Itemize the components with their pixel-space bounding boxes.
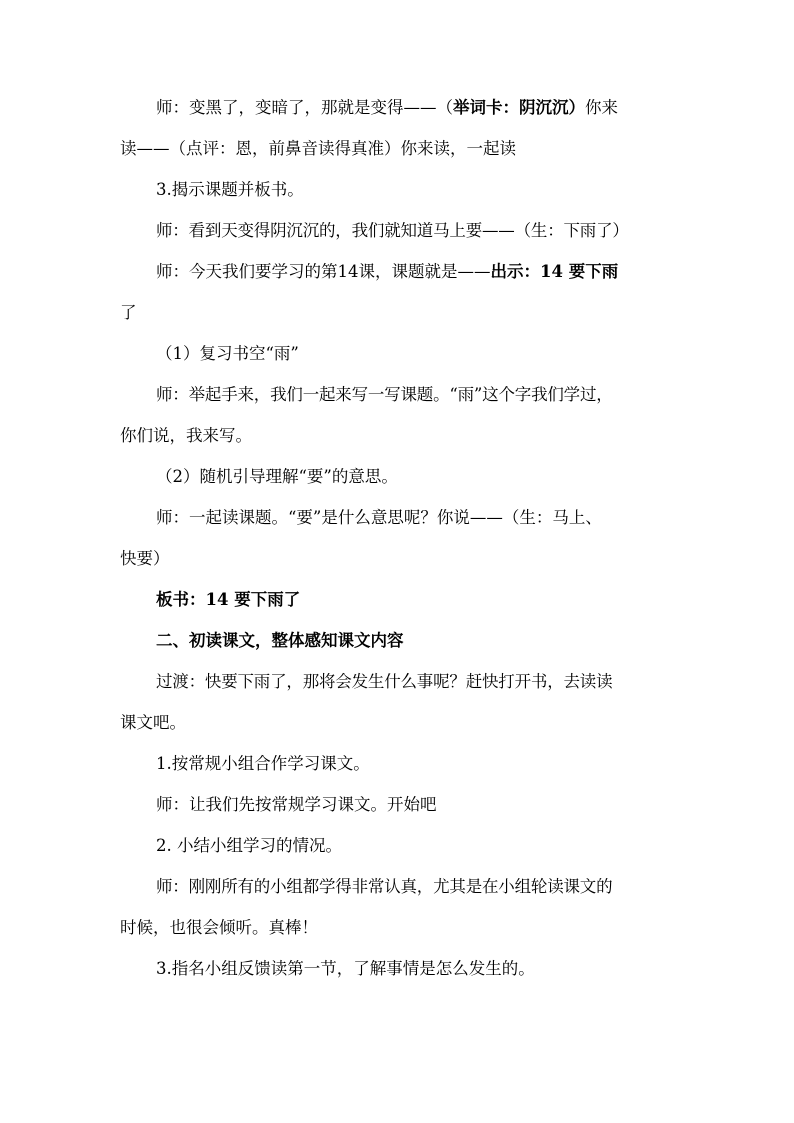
- paragraph-1-part-a: 师：变黑了，变暗了，那就是变得——（: [156, 98, 453, 117]
- paragraph-11: 师：一起读课题。“要”是什么意思呢？你说——（生：马上、: [156, 508, 602, 527]
- paragraph-16: 课文吧。: [120, 713, 186, 732]
- paragraph-9: 你们说，我来写。: [120, 426, 252, 445]
- paragraph-12: 快要）: [120, 549, 170, 568]
- paragraph-7: （1）复习书空“雨”: [156, 344, 299, 363]
- paragraph-1-bold: 举词卡：阴沉沉）: [453, 98, 585, 117]
- paragraph-22: 3.指名小组反馈读第一节，了解事情是怎么发生的。: [156, 959, 535, 978]
- document-page: [120, 98, 680, 1000]
- paragraph-20: 师：刚刚所有的小组都学得非常认真，尤其是在小组轮读课文的: [156, 877, 613, 896]
- paragraph-3: 3.揭示课题并板书。: [156, 180, 304, 199]
- paragraph-18: 师：让我们先按常规学习课文。开始吧: [156, 795, 437, 814]
- paragraph-6: 了: [120, 303, 137, 322]
- paragraph-19: 2. 小结小组学习的情况。: [156, 836, 342, 855]
- paragraph-17: 1.按常规小组合作学习课文。: [156, 754, 370, 773]
- paragraph-2: 读——（点评：恩，前鼻音读得真准）你来读，一起读: [120, 139, 516, 158]
- paragraph-10: （2）随机引导理解“要”的意思。: [156, 467, 398, 486]
- paragraph-8: 师：举起手来，我们一起来写一写课题。“雨”这个字我们学过，: [156, 385, 613, 404]
- paragraph-5-bold: 出示：14 要下雨: [490, 262, 619, 281]
- paragraph-5-part-a: 师：今天我们要学习的第14课，课题就是——: [156, 262, 491, 281]
- paragraph-21: 时候，也很会倾听。真棒！: [120, 918, 318, 937]
- paragraph-1-part-c: 你来: [585, 98, 618, 117]
- paragraph-5: [120, 262, 680, 282]
- paragraph-1: [120, 98, 680, 118]
- section-heading: 二、初读课文，整体感知课文内容: [156, 631, 404, 650]
- paragraph-15: 过渡：快要下雨了，那将会发生什么事呢？赶快打开书，去读读: [156, 672, 613, 691]
- paragraph-4: 师：看到天变得阴沉沉的，我们就知道马上要——（生：下雨了）: [156, 221, 629, 240]
- paragraph-13-heading: 板书：14 要下雨了: [156, 590, 301, 609]
